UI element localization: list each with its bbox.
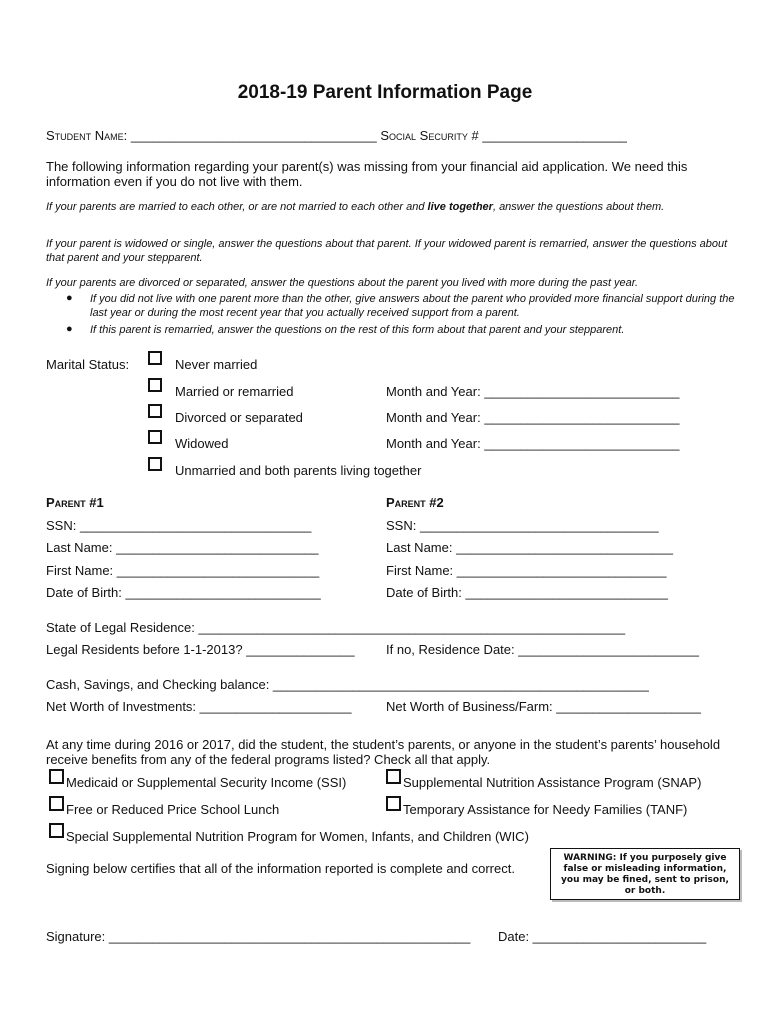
- student-name-field[interactable]: __________________________________: [130, 128, 377, 143]
- parent2-heading: Parent #2: [386, 495, 444, 510]
- student-ssn-field[interactable]: ____________________: [482, 128, 627, 143]
- parent2-ssn-field[interactable]: SSN: _________________________________: [386, 518, 659, 533]
- month-year-label: Month and Year:: [386, 436, 481, 451]
- month-year-label: Month and Year:: [386, 410, 481, 425]
- month-year-blank: ___________________________: [484, 410, 680, 425]
- instruction-bullet-1: If you did not live with one parent more than the other, give answers about the parent who provided more financial support during the last year or during the most recent year that you actually received support from a parent.: [90, 293, 735, 319]
- signature-date-field[interactable]: Date: ________________________: [498, 929, 707, 944]
- checkbox-school-lunch[interactable]: [49, 796, 64, 811]
- student-line: [46, 128, 627, 143]
- marital-status-label: Marital Status:: [46, 357, 130, 372]
- benefit-ssi: Medicaid or Supplemental Security Income (SSI): [66, 775, 347, 790]
- benefit-snap: Supplemental Nutrition Assistance Program (SNAP): [403, 775, 702, 790]
- married-date-field[interactable]: [386, 384, 680, 399]
- residence-date-field[interactable]: If no, Residence Date: _________________________: [386, 642, 699, 657]
- intro-text: The following information regarding your parent(s) was missing from your financial aid application. We need this information even if you do not live with them.: [46, 159, 688, 189]
- state-residence-field[interactable]: State of Legal Residence: ___________________________________________________________: [46, 620, 626, 635]
- ssn-label: Social Security #: [380, 128, 479, 143]
- instruction-married-pre: If your parents are married to each other, or are not married to each other and: [46, 201, 428, 213]
- business-farm-field[interactable]: Net Worth of Business/Farm: ____________________: [386, 699, 701, 714]
- option-never-married: Never married: [175, 357, 258, 372]
- month-year-label: Month and Year:: [386, 384, 481, 399]
- checkbox-never-married[interactable]: [148, 351, 162, 365]
- instruction-married: [46, 200, 736, 214]
- parent2-dob-field[interactable]: Date of Birth: ____________________________: [386, 585, 668, 600]
- month-year-blank: ___________________________: [484, 436, 680, 451]
- certify-text: Signing below certifies that all of the information reported is complete and correct.: [46, 861, 515, 876]
- instruction-married-bold: live together: [427, 201, 493, 213]
- parent1-first-name-field[interactable]: First Name: ____________________________: [46, 563, 320, 578]
- parent1-ssn-field[interactable]: SSN: ________________________________: [46, 518, 312, 533]
- checkbox-divorced[interactable]: [148, 404, 162, 418]
- parent1-heading: Parent #1: [46, 495, 104, 510]
- option-divorced: Divorced or separated: [175, 410, 303, 425]
- parent2-first-name-field[interactable]: First Name: _____________________________: [386, 563, 667, 578]
- instruction-divorced: If your parents are divorced or separated, answer the questions about the parent you lived with more during the past year.: [46, 277, 639, 289]
- parent1-dob-field[interactable]: Date of Birth: ___________________________: [46, 585, 321, 600]
- checkbox-married[interactable]: [148, 378, 162, 392]
- signature-field[interactable]: Signature: __________________________________________________: [46, 929, 471, 944]
- checkbox-widowed[interactable]: [148, 430, 162, 444]
- benefit-tanf: Temporary Assistance for Needy Families (TANF): [403, 802, 688, 817]
- benefits-question: At any time during 2016 or 2017, did the student, the student’s parents, or anyone in the student’s parents’ household receive benefits from any of the federal programs listed? Check all that apply.: [46, 737, 721, 767]
- warning-box: WARNING: If you purposely give false or misleading information, you may be fined, sent to prison, or both.: [550, 848, 740, 900]
- option-unmarried-together: Unmarried and both parents living together: [175, 463, 422, 478]
- checkbox-ssi[interactable]: [49, 769, 64, 784]
- bullet-icon: ●: [66, 292, 73, 304]
- checkbox-snap[interactable]: [386, 769, 401, 784]
- bullet-icon: ●: [66, 323, 73, 335]
- instruction-widowed: If your parent is widowed or single, answer the questions about that parent. If your widowed parent is remarried, answer the questions about that parent and your stepparent.: [46, 238, 728, 264]
- page-title: 2018-19 Parent Information Page: [237, 82, 533, 103]
- instruction-bullet-2: If this parent is remarried, answer the questions on the rest of this form about that parent and your stepparent.: [90, 324, 625, 336]
- checkbox-wic[interactable]: [49, 823, 64, 838]
- investments-field[interactable]: Net Worth of Investments: _____________________: [46, 699, 352, 714]
- option-married: Married or remarried: [175, 384, 294, 399]
- student-name-label: Student Name:: [46, 128, 128, 143]
- instruction-married-post: , answer the questions about them.: [492, 201, 665, 213]
- checkbox-tanf[interactable]: [386, 796, 401, 811]
- parent2-last-name-field[interactable]: Last Name: ______________________________: [386, 540, 673, 555]
- cash-balance-field[interactable]: Cash, Savings, and Checking balance: ____________________________________________________: [46, 677, 649, 692]
- legal-residents-field[interactable]: Legal Residents before 1-1-2013? _______________: [46, 642, 355, 657]
- parent1-last-name-field[interactable]: Last Name: ____________________________: [46, 540, 319, 555]
- divorced-date-field[interactable]: [386, 410, 680, 425]
- benefit-wic: Special Supplemental Nutrition Program for Women, Infants, and Children (WIC): [66, 829, 529, 844]
- month-year-blank: ___________________________: [484, 384, 680, 399]
- checkbox-unmarried-together[interactable]: [148, 457, 162, 471]
- benefit-school-lunch: Free or Reduced Price School Lunch: [66, 802, 280, 817]
- widowed-date-field[interactable]: [386, 436, 680, 451]
- option-widowed: Widowed: [175, 436, 229, 451]
